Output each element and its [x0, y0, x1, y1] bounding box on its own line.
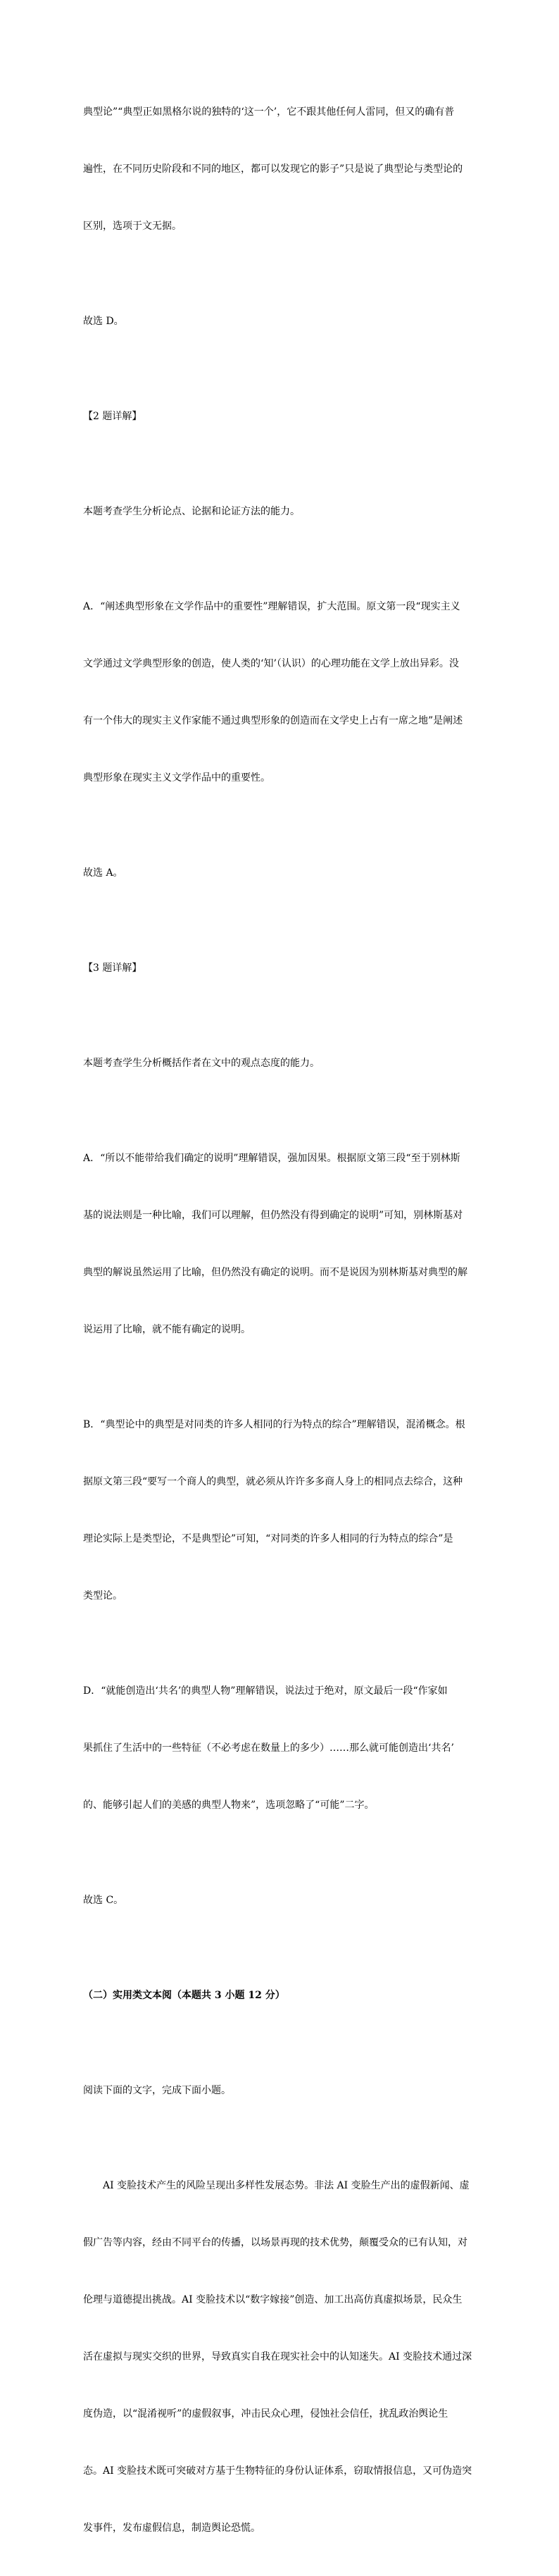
heading-text: 【2 题详解】 — [83, 411, 142, 422]
text-line: 说运用了比喻，就不能有确定的说明。 — [83, 1324, 251, 1335]
text-line: 故选 C。 — [83, 1895, 124, 1906]
text-line: 故选 D。 — [83, 316, 124, 327]
text-line: 故选 A。 — [83, 867, 123, 879]
answer-line — [83, 826, 477, 921]
section-heading-q2 — [83, 369, 477, 464]
analysis-paragraph-continued — [83, 65, 477, 274]
text-line: 有一个伟大的现实主义作家能不通过典型形象的创造而在文学史上占有一席之地”是阐述 — [83, 715, 463, 726]
text-line: 典型的解说虽然运用了比喻，但仍然没有确定的说明。而不是说因为别林斯基对典型的解 — [83, 1267, 467, 1278]
text-line: 果抓住了生活中的一些特征（不必考虑在数量上的多少）……那么就可能创造出‘共名’ — [83, 1742, 454, 1754]
text-line: 区别，选项于文无据。 — [83, 221, 182, 232]
text-line: 理论实际上是类型论，不是典型论”可知，“对同类的许多人相同的行为特点的综合”是 — [83, 1533, 453, 1544]
section-title-practical-reading — [83, 1948, 477, 2043]
text-line: A．“所以不能带给我们确定的说明”理解错误，强加因果。根据原文第三段“至于别林斯 — [83, 1153, 460, 1164]
text-line: 本题考查学生分析概括作者在文中的观点态度的能力。 — [83, 1058, 320, 1069]
option-a-analysis — [83, 559, 477, 826]
text-line: 发事件，发布虚假信息，制造舆论恐慌。 — [83, 2522, 260, 2534]
document-page — [83, 65, 477, 2576]
text-line: 假广告等内容，经由不同平台的传播，以场景再现的技术优势，颠覆受众的已有认知，对 — [83, 2237, 467, 2248]
text-line: 伦理与道德提出挑战。AI 变脸技术以“数字嫁接”创造、加工出高仿真虚拟场景，民众生 — [83, 2294, 463, 2305]
text-line: D．“就能创造出‘共名’的典型人物”理解错误，说法过于绝对，原文最后一段“作家如 — [83, 1685, 448, 1697]
text-line: 典型形象在现实主义文学作品中的重要性。 — [83, 772, 270, 784]
text-line: 据原文第三段“要写一个商人的典型，就必须从许许多多商人身上的相同点去综合，这种 — [83, 1476, 463, 1487]
question-intro — [83, 1016, 477, 1111]
text-line: 类型论。 — [83, 1590, 123, 1602]
reading-instruction — [83, 2043, 477, 2138]
text-line: 活在虚拟与现实交织的世界，导致真实自我在现实社会中的认知迷失。AI 变脸技术通过深 — [83, 2351, 472, 2363]
text-line: B．“典型论中的典型是对同类的许多人相同的行为特点的综合”理解错误，混淆概念。根 — [83, 1419, 465, 1430]
heading-text: （二）实用类文本阅（本题共 3 小题 12 分） — [83, 1990, 285, 2001]
text-line: A．“阐述典型形象在文学作品中的重要性”理解错误，扩大范围。原文第一段“现实主义 — [83, 601, 460, 612]
question-intro — [83, 464, 477, 559]
text-line: 度伪造，以“混淆视听”的虚假叙事，冲击民众心理，侵蚀社会信任，扰乱政治舆论生 — [83, 2408, 448, 2420]
text-line: 典型论”“典型正如黑格尔说的独特的‘这一个’，它不跟其他任何人雷同，但又的确有普 — [83, 106, 455, 118]
text-line: 的、能够引起人们的美感的典型人物来”，选项忽略了“可能”二字。 — [83, 1800, 375, 1811]
text-line: 本题考查学生分析论点、论据和论证方法的能力。 — [83, 506, 300, 517]
text-line: 阅读下面的文字，完成下面小题。 — [83, 2085, 231, 2096]
reading-passage — [83, 2138, 477, 2576]
text-line: 文学通过文学典型形象的创造，使人类的‘知’（认识）的心理功能在文学上放出异彩。没 — [83, 658, 459, 669]
option-a-analysis — [83, 1111, 477, 1377]
section-heading-q3 — [83, 921, 477, 1016]
answer-line — [83, 1853, 477, 1948]
option-b-analysis — [83, 1377, 477, 1644]
option-d-analysis — [83, 1644, 477, 1853]
heading-text: 【3 题详解】 — [83, 962, 142, 974]
text-line: 态。AI 变脸技术既可突破对方基于生物特征的身份认证体系，窃取情报信息，又可伪造突 — [83, 2465, 472, 2477]
answer-line — [83, 274, 477, 369]
text-line: 遍性，在不同历史阶段和不同的地区，都可以发现它的影子”只是说了典型论与类型论的 — [83, 163, 463, 175]
text-line: 基的说法则是一种比喻，我们可以理解，但仍然没有得到确定的说明”可知，别林斯基对 — [83, 1210, 463, 1221]
text-line: AI 变脸技术产生的风险呈现出多样性发展态势。非法 AI 变脸生产出的虚假新闻、虚 — [103, 2180, 470, 2191]
